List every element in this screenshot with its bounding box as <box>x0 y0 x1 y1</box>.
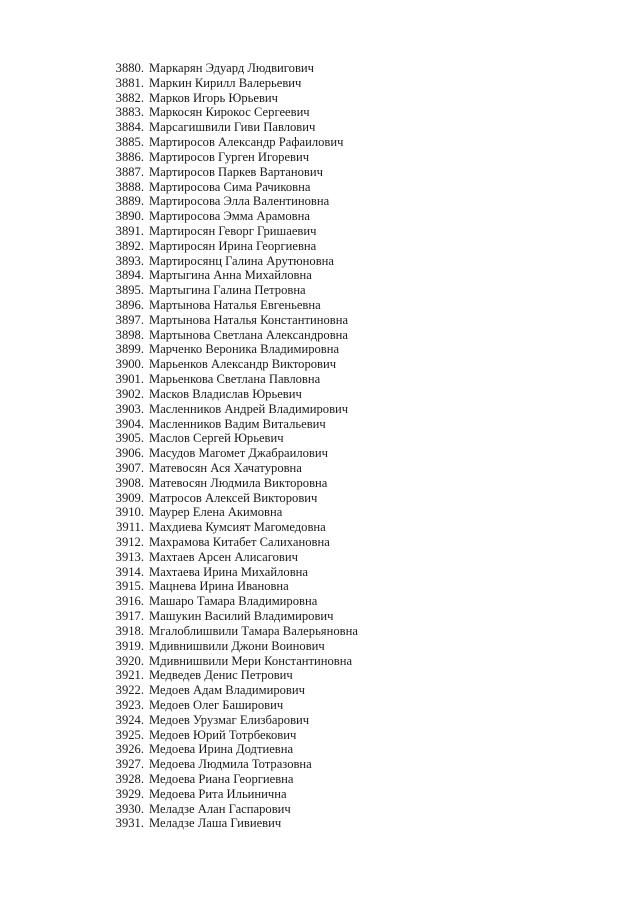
list-item <box>104 313 358 328</box>
list-item <box>104 165 358 180</box>
list-item <box>104 757 358 772</box>
list-item <box>104 802 358 817</box>
list-item <box>104 624 358 639</box>
entry-number: 3931. <box>115 816 144 831</box>
entry-number: 3929. <box>115 786 144 801</box>
entry-number: 3902. <box>115 386 144 401</box>
entry-number: 3893. <box>115 253 144 268</box>
entry-name: Мартыгина Анна Михайловна <box>149 268 312 283</box>
entry-name: Маркин Кирилл Валерьевич <box>149 75 302 90</box>
list-item <box>104 683 358 698</box>
entry-number: 3930. <box>115 801 144 816</box>
list-item <box>104 150 358 165</box>
entry-name: Медоева Ирина Додтиевна <box>149 742 294 757</box>
entry-number: 3901. <box>115 372 144 387</box>
entry-number: 3913. <box>115 549 144 564</box>
entry-name: Мартынова Наталья Константиновна <box>149 312 349 327</box>
entry-name: Медоев Урузмаг Елизбарович <box>149 712 310 727</box>
entry-number: 3880. <box>115 61 144 75</box>
list-item <box>104 402 358 417</box>
entry-name: Мартынова Светлана Александровна <box>149 327 348 342</box>
entry-number: 3919. <box>115 638 144 653</box>
entry-name: Марьенков Александр Викторович <box>149 357 337 372</box>
entry-name: Масков Владислав Юрьевич <box>149 386 302 401</box>
entry-number: 3909. <box>115 490 144 505</box>
entry-name: Медоева Рита Ильинична <box>149 786 287 801</box>
list-item <box>104 268 358 283</box>
entry-number: 3882. <box>115 90 144 105</box>
list-item <box>104 505 358 520</box>
entry-number: 3892. <box>115 238 144 253</box>
entry-name: Медоев Юрий Тотрбекович <box>149 727 297 742</box>
entry-number: 3918. <box>115 623 144 638</box>
entry-name: Медведев Денис Петрович <box>149 668 293 683</box>
list-item <box>104 342 358 357</box>
entry-number: 3921. <box>115 668 144 683</box>
entry-name: Мартиросян Геворг Гришаевич <box>149 223 317 238</box>
entry-name: Мартиросянц Галина Арутюновна <box>149 253 334 268</box>
entry-number: 3908. <box>115 475 144 490</box>
list-item <box>104 431 358 446</box>
list-item <box>104 328 358 343</box>
entry-number: 3895. <box>115 283 144 298</box>
entry-name: Маслов Сергей Юрьевич <box>149 431 284 446</box>
entry-name: Машаро Тамара Владимировна <box>149 594 318 609</box>
entry-name: Мгалоблишвили Тамара Валерьяновна <box>149 623 358 638</box>
entry-name: Медоев Адам Владимирович <box>149 683 305 698</box>
list-item <box>104 209 358 224</box>
entry-number: 3894. <box>115 268 144 283</box>
list-item <box>104 654 358 669</box>
entry-name: Медоева Риана Георгиевна <box>149 772 294 786</box>
list-item <box>104 254 358 269</box>
entry-number: 3922. <box>115 683 144 698</box>
list-item <box>104 550 358 565</box>
list-item <box>104 520 358 535</box>
list-item <box>104 180 358 195</box>
entry-number: 3928. <box>115 772 144 786</box>
entry-name: Махтаев Арсен Алисагович <box>149 549 298 564</box>
entry-number: 3914. <box>115 564 144 579</box>
entry-name: Масленников Андрей Владимирович <box>149 401 349 416</box>
entry-number: 3887. <box>115 164 144 179</box>
entry-number: 3906. <box>115 446 144 461</box>
entry-number: 3926. <box>115 742 144 757</box>
entry-name: Марьенкова Светлана Павловна <box>149 372 321 387</box>
entry-number: 3904. <box>115 416 144 431</box>
list-item <box>104 283 358 298</box>
entry-name: Матевосян Людмила Викторовна <box>149 475 328 490</box>
entry-name: Марченко Вероника Владимировна <box>149 342 340 357</box>
entry-name: Меладзе Алан Гаспарович <box>149 801 291 816</box>
entry-name: Медоев Олег Баширович <box>149 697 284 712</box>
list-item <box>104 194 358 209</box>
entry-number: 3886. <box>115 149 144 164</box>
entry-name: Махрамова Китабет Салихановна <box>149 535 330 549</box>
list-item <box>104 639 358 654</box>
entry-name: Марсагишвили Гиви Павлович <box>149 120 316 135</box>
entry-number: 3903. <box>115 401 144 416</box>
list-item <box>104 446 358 461</box>
list-item <box>104 61 358 76</box>
list-item <box>104 387 358 402</box>
list-item <box>104 535 358 550</box>
entry-number: 3923. <box>115 697 144 712</box>
entry-number: 3900. <box>115 357 144 372</box>
entry-name: Мартиросов Гурген Игоревич <box>149 149 310 164</box>
entry-name: Матросов Алексей Викторович <box>149 490 318 505</box>
list-item <box>104 417 358 432</box>
entry-name: Мартиросова Эмма Арамовна <box>149 209 310 224</box>
entry-name: Махтаева Ирина Михайловна <box>149 564 308 579</box>
entry-name: Марков Игорь Юрьевич <box>149 90 278 105</box>
entry-number: 3917. <box>115 609 144 624</box>
list-item <box>104 609 358 624</box>
list-item <box>104 461 358 476</box>
entry-number: 3890. <box>115 209 144 224</box>
entry-number: 3888. <box>115 179 144 194</box>
list-item <box>104 105 358 120</box>
list-item <box>104 224 358 239</box>
list-item <box>104 476 358 491</box>
list-item <box>104 135 358 150</box>
entry-name: Медоева Людмила Тотразовна <box>149 757 312 772</box>
entry-name: Мартиросян Ирина Георгиевна <box>149 238 317 253</box>
list-item <box>104 298 358 313</box>
list-item <box>104 76 358 91</box>
entry-name: Маркарян Эдуард Людвигович <box>149 61 314 75</box>
list-item <box>104 772 358 787</box>
entry-number: 3915. <box>115 579 144 594</box>
list-item <box>104 668 358 683</box>
list-item <box>104 594 358 609</box>
entry-number: 3884. <box>115 120 144 135</box>
list-item <box>104 120 358 135</box>
entry-number: 3912. <box>115 535 144 549</box>
entry-number: 3927. <box>115 757 144 772</box>
list-item <box>104 372 358 387</box>
entry-number: 3907. <box>115 460 144 475</box>
entry-number: 3899. <box>115 342 144 357</box>
entry-name: Мацнева Ирина Ивановна <box>149 579 289 594</box>
list-item <box>104 239 358 254</box>
entry-number: 3885. <box>115 135 144 150</box>
entry-number: 3889. <box>115 194 144 209</box>
entry-name: Меладзе Лаша Гивиевич <box>149 816 282 831</box>
list-item <box>104 816 358 831</box>
entry-number: 3916. <box>115 594 144 609</box>
entry-name: Мартиросов Александр Рафаилович <box>149 135 344 150</box>
entry-number: 3911. <box>116 520 144 535</box>
entry-name: Мартиросова Элла Валентиновна <box>149 194 330 209</box>
entry-number: 3881. <box>115 75 144 90</box>
entry-name: Мартыгина Галина Петровна <box>149 283 306 298</box>
entry-number: 3910. <box>115 505 144 520</box>
name-list <box>104 61 358 831</box>
entry-name: Масудов Магомет Джабраилович <box>149 446 328 461</box>
entry-number: 3898. <box>115 327 144 342</box>
entry-number: 3896. <box>115 298 144 312</box>
list-item <box>104 728 358 743</box>
entry-number: 3925. <box>115 727 144 742</box>
entry-number: 3920. <box>115 653 144 668</box>
entry-name: Масленников Вадим Витальевич <box>149 416 326 431</box>
list-item <box>104 713 358 728</box>
entry-number: 3924. <box>115 712 144 727</box>
entry-name: Машукин Василий Владимирович <box>149 609 334 624</box>
list-item <box>104 698 358 713</box>
list-item <box>104 565 358 580</box>
entry-name: Мартиросов Паркев Вартанович <box>149 164 323 179</box>
list-item <box>104 787 358 802</box>
entry-name: Мдивнишвили Мери Константиновна <box>149 653 353 668</box>
entry-name: Мдивнишвили Джони Воинович <box>149 638 325 653</box>
entry-number: 3891. <box>115 223 144 238</box>
entry-name: Маркосян Кирокос Сергеевич <box>149 105 310 120</box>
entry-name: Матевосян Ася Хачатуровна <box>149 460 302 475</box>
list-item <box>104 91 358 106</box>
list-item <box>104 491 358 506</box>
entry-number: 3897. <box>115 312 144 327</box>
list-item <box>104 579 358 594</box>
entry-number: 3883. <box>115 105 144 120</box>
entry-name: Мартынова Наталья Евгеньевна <box>149 298 321 312</box>
entry-name: Мартиросова Сима Рачиковна <box>149 179 311 194</box>
entry-name: Махдиева Кумсият Магомедовна <box>149 520 326 535</box>
entry-number: 3905. <box>115 431 144 446</box>
list-item <box>104 357 358 372</box>
entry-name: Маурер Елена Акимовна <box>149 505 283 520</box>
list-item <box>104 742 358 757</box>
